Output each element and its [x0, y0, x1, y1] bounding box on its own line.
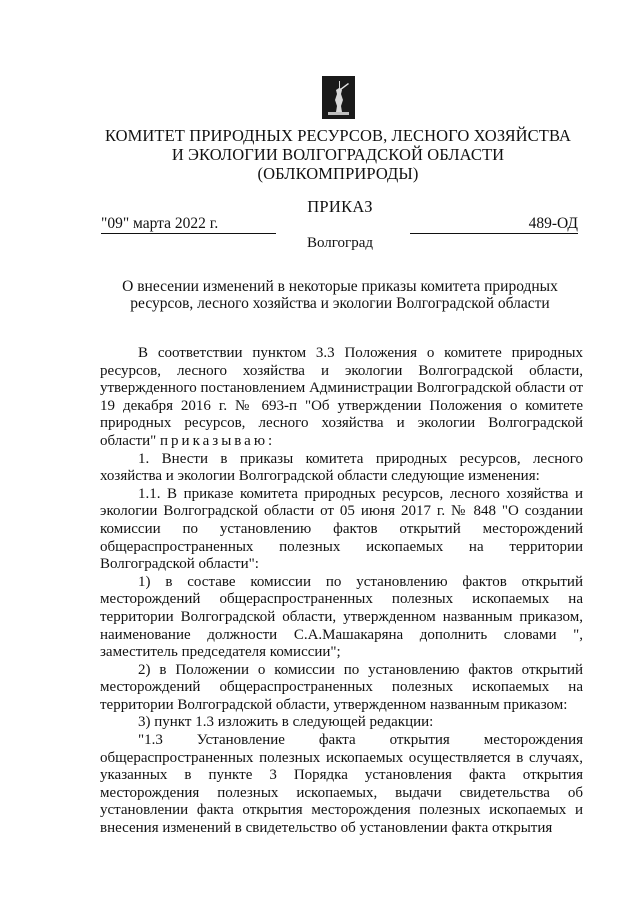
org-line-3: (ОБЛКОМПРИРОДЫ) [257, 164, 419, 183]
paragraph-subitem-3: 3) пункт 1.3 изложить в следующей редакции: [138, 714, 434, 731]
subject-line-1: О внесении изменений в некоторые приказы комитета природных [122, 278, 558, 295]
document-city: Волгоград [306, 235, 373, 251]
paragraph-item-1-1: 1.1. В приказе комитета природных ресурсов, лесного хозяйства и экологии Волгоградской области от 05 июня 2017 г. № 848 "О создании комиссии по установлению фактов открытий месторождений общераспространенных полезных ископаемых на территории Волгоградской области": [100, 485, 583, 573]
document-type: ПРИКАЗ [307, 197, 373, 216]
document-date: "09" марта 2022 г. [101, 215, 276, 234]
subject-line-2: ресурсов, лесного хозяйства и экологии Волгоградской области [130, 295, 550, 312]
organization-name [100, 126, 576, 183]
paragraph-preamble [100, 345, 583, 451]
preamble-text: В соответствии пунктом 3.3 Положения о комитете природных ресурсов, лесного хозяйства и экологии Волгоградской области, утвержденного постановлением Администрации Волгоградской области от 19 декабря 2016 г. № 693-п "Об утверждении Положения о комитете природных ресурсов, лесного хозяйства и экологии Волгоградской области" [100, 345, 583, 449]
paragraph-item-1: 1. Внести в приказы комитета природных ресурсов, лесного хозяйства и экологии Волгоградской области следующие изменения: [100, 450, 583, 485]
org-line-2: И ЭКОЛОГИИ ВОЛГОГРАДСКОЙ ОБЛАСТИ [171, 145, 505, 164]
paragraph-subitem-2: 2) в Положении о комиссии по установлению фактов открытий месторождений общераспространенных полезных ископаемых на территории Волгоградской области, утвержденном названным приказом: [100, 661, 583, 713]
document-subject [115, 278, 565, 312]
order-word: приказываю: [160, 432, 276, 449]
document-body [100, 345, 583, 838]
paragraph-quote-1-3: "1.3 Установление факта открытия месторождения общераспространенных полезных ископаемых осуществляется в случаях, указанных в пункте 3 Порядка установления факта открытия месторождения полезных ископаемых, выдачи свидетельства об установлении факта открытия месторождения полезных ископаемых и внесения изменений в свидетельство об установлении факта открытия [100, 732, 583, 837]
document-number: 489-ОД [410, 215, 578, 234]
paragraph-subitem-1: 1) в составе комиссии по установлению фактов открытий месторождений общераспространенных полезных ископаемых на территории Волгоградской области, утвержденном названным приказом, наименование должности С.А.Машакаряна дополнить словами ", заместитель председателя комиссии"; [100, 573, 583, 661]
volgograd-emblem-icon [322, 76, 355, 119]
org-line-1: КОМИТЕТ ПРИРОДНЫХ РЕСУРСОВ, ЛЕСНОГО ХОЗЯЙСТВА [104, 126, 572, 145]
